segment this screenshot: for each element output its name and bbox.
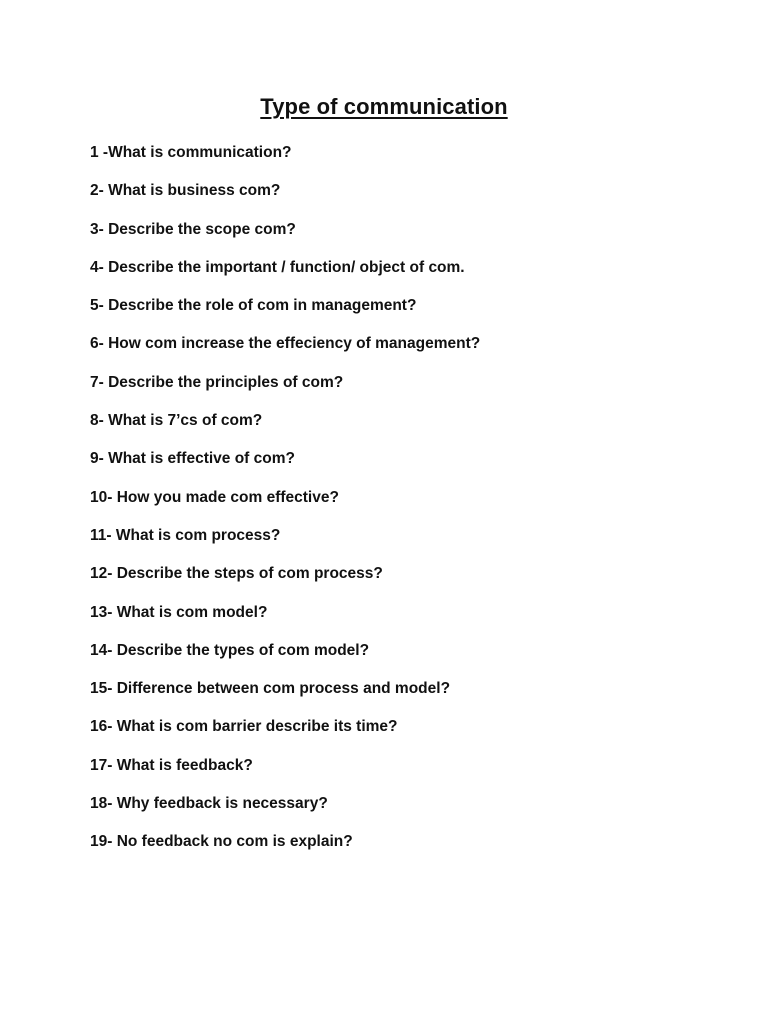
list-item: 8- What is 7’cs of com? xyxy=(90,412,263,430)
list-item: 14- Describe the types of com model? xyxy=(90,641,370,659)
list-item: 6- How com increase the effeciency of management? xyxy=(90,335,481,353)
list-item: 16- What is com barrier describe its time? xyxy=(90,718,398,736)
list-item: 1 -What is communication? xyxy=(90,144,292,161)
list-item: 3- Describe the scope com? xyxy=(90,220,296,238)
list-item: 5- Describe the role of com in management? xyxy=(90,297,417,315)
list-item: 15- Difference between com process and model? xyxy=(90,680,451,698)
list-item: 18- Why feedback is necessary? xyxy=(90,795,328,813)
list-item: 9- What is effective of com? xyxy=(90,450,295,468)
list-item: 19- No feedback no com is explain? xyxy=(90,833,353,851)
list-item: 17- What is feedback? xyxy=(90,756,253,774)
page-title: Type of communication xyxy=(260,94,508,119)
list-item: 4- Describe the important / function/ object of com. xyxy=(90,258,465,276)
list-item: 2- What is business com? xyxy=(90,182,281,200)
question-list xyxy=(90,142,730,870)
list-item: 7- Describe the principles of com? xyxy=(90,373,344,391)
list-item: 10- How you made com effective? xyxy=(90,488,339,506)
list-item: 11- What is com process? xyxy=(90,526,281,544)
list-item: 13- What is com model? xyxy=(90,603,268,621)
list-item: 12- Describe the steps of com process? xyxy=(90,565,383,583)
